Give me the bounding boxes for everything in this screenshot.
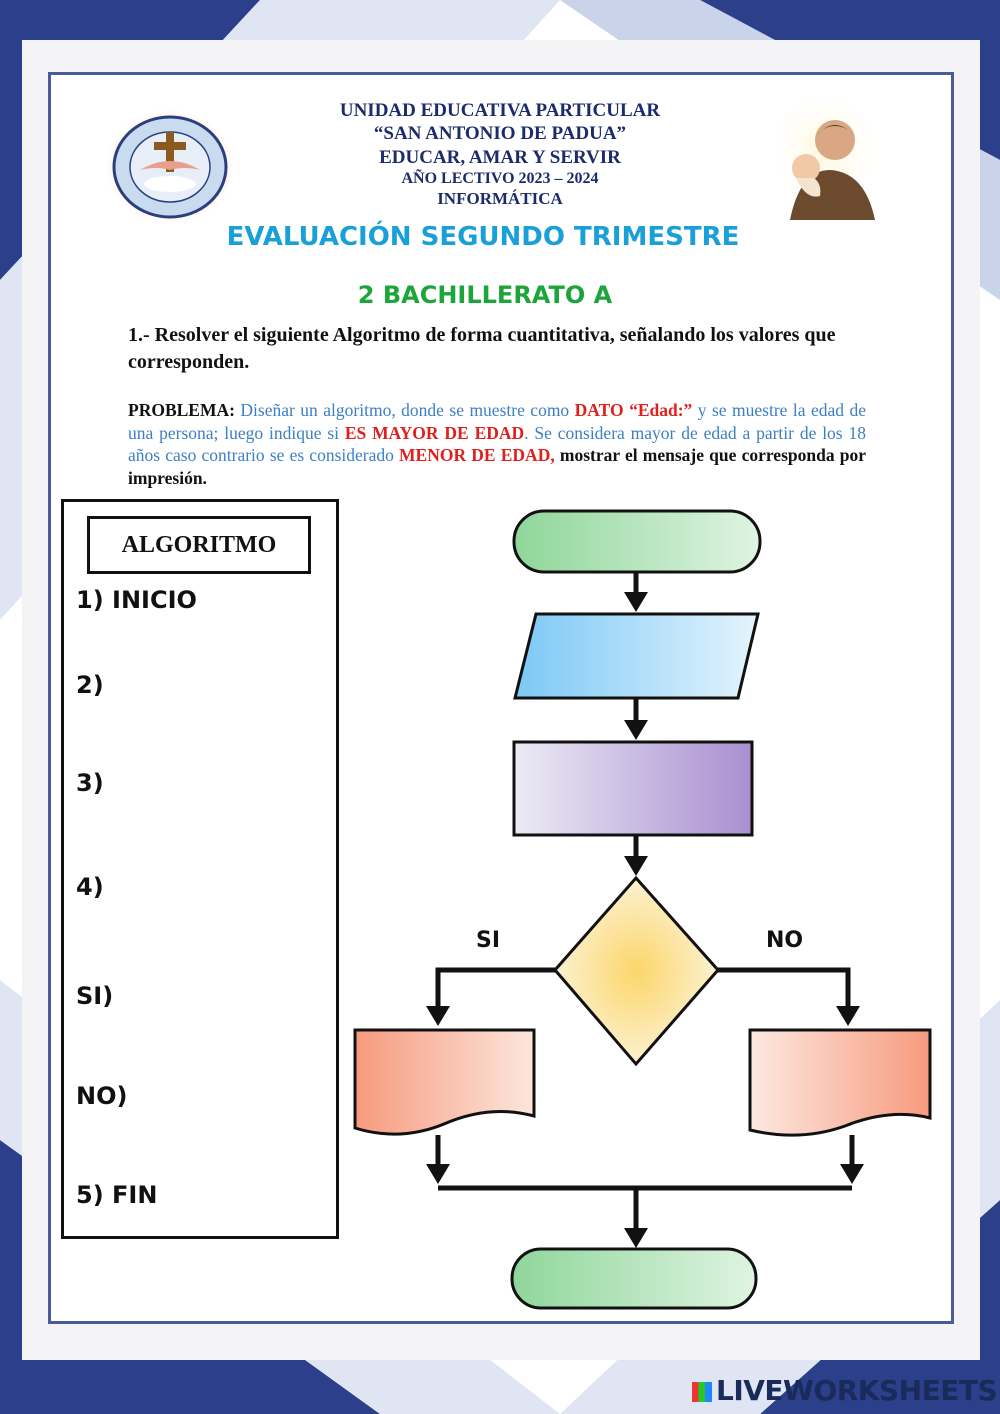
problem-mayor: ES MAYOR DE EDAD [344,422,525,443]
algorithm-step-3[interactable]: 3) [76,769,104,797]
flowchart-end-terminator[interactable] [512,1249,756,1308]
problem-text-3: . Se considera mayor de edad a partir de los 18 años caso contrario se es considerado [128,422,866,465]
school-year: AÑO LECTIVO 2023 – 2024 [401,170,599,187]
flowchart-output-yes-document[interactable] [355,1030,534,1134]
algorithm-step-si[interactable]: SI) [76,982,114,1010]
algorithm-title: ALGORITMO [87,516,311,574]
algorithm-step-2[interactable]: 2) [76,671,104,699]
subject-name: INFORMÁTICA [437,189,563,208]
problem-text-2: y se muestre la edad de una persona; luego indique si [128,400,867,443]
flowchart-output-no-document[interactable] [750,1030,930,1135]
problem-text-4: mostrar el mensaje que corresponda por impresión. [128,445,866,488]
liveworksheets-logo-icon [692,1382,712,1402]
flowchart-decision-diamond[interactable] [555,878,718,1064]
problem-text-1: Diseñar un algoritmo, donde se muestre como [234,400,575,420]
problem-label: PROBLEMA: [128,400,235,420]
liveworksheets-watermark [692,1374,997,1407]
page-subtitle: 2 BACHILLERATO A [357,281,613,309]
flowchart-no-label: NO [766,928,804,953]
flowchart-yes-label: SI [476,928,501,953]
school-type: UNIDAD EDUCATIVA PARTICULAR [339,100,661,121]
problem-dato: DATO “Edad:” [574,400,693,420]
page-title: EVALUACIÓN SEGUNDO TRIMESTRE [226,222,740,252]
algorithm-step-no[interactable]: NO) [76,1082,128,1110]
school-name: “SAN ANTONIO DE PADUA” [373,123,627,144]
problem-menor: MENOR DE EDAD, [399,445,555,465]
question-text: 1.- Resolver el siguiente Algoritmo de forma cuantitativa, señalando los valores que corresponden. [128,324,836,373]
school-motto: EDUCAR, AMAR Y SERVIR [379,147,621,168]
flowchart-start-terminator[interactable] [514,511,760,572]
flowchart-process-rectangle[interactable] [514,742,752,835]
algorithm-step-4[interactable]: 4) [76,873,104,901]
algorithm-step-1[interactable]: 1) INICIO [76,586,197,614]
flowchart-input-parallelogram[interactable] [515,614,758,698]
algorithm-step-5[interactable]: 5) FIN [76,1181,158,1209]
watermark-text: LIVEWORKSHEETS [716,1374,998,1407]
